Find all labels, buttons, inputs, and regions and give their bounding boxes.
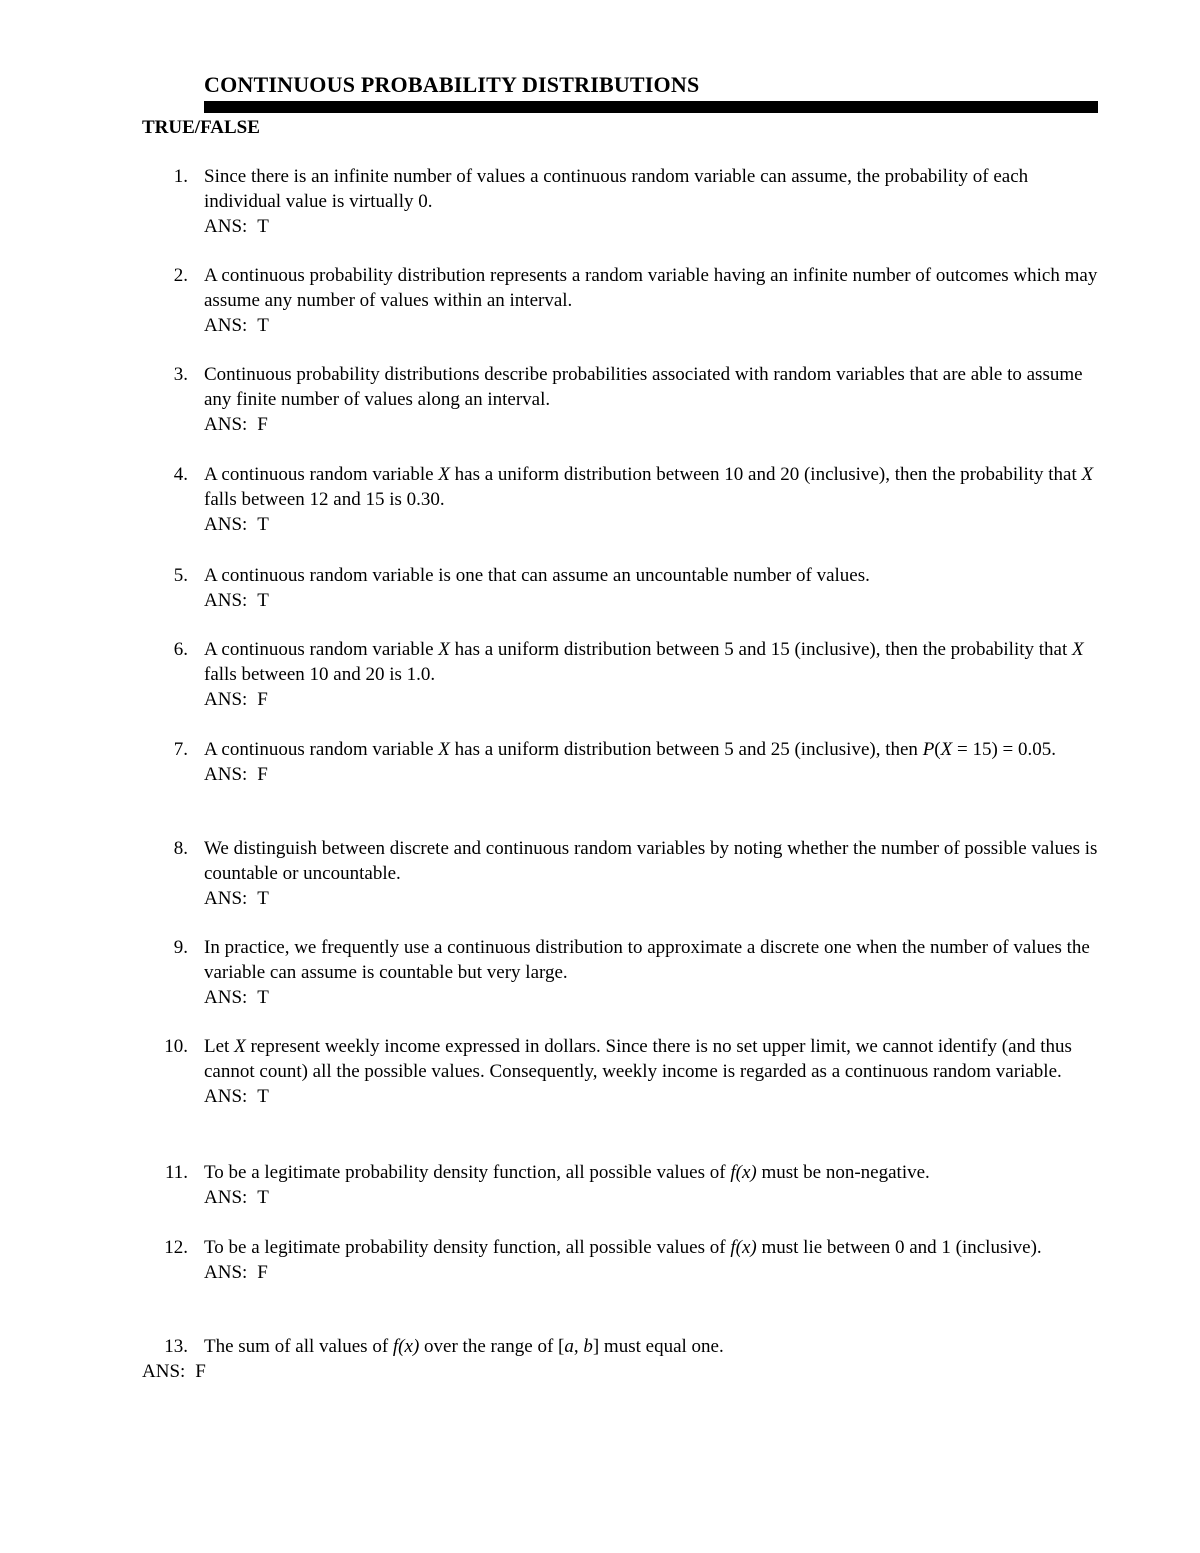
question-number: 12.: [164, 1237, 188, 1258]
question-text: A continuous random variable X has a uniform distribution between 5 and 15 (inclusive), then the probability that X falls between 10 and 20 is 1.0.: [204, 639, 1084, 685]
question-number: 2.: [173, 265, 188, 286]
question-11: [150, 1161, 1100, 1211]
question-number: 11.: [164, 1162, 188, 1183]
answer-value: T: [257, 986, 269, 1008]
question-text: A continuous probability distribution represents a random variable having an infinite number of outcomes which may assume any number of values within an interval.: [204, 265, 1098, 311]
question-text: In practice, we frequently use a continuous distribution to approximate a discrete one when the number of values the variable can assume is countable but very large.: [204, 937, 1090, 983]
ans-label: ANS:: [204, 1186, 248, 1208]
question-6: [150, 638, 1100, 712]
answer-line: [204, 763, 1100, 788]
question-12: [150, 1236, 1100, 1286]
answer-value: T: [257, 1186, 269, 1208]
question-7: [150, 738, 1100, 788]
answer-value: T: [257, 314, 269, 336]
ans-label: ANS:: [204, 589, 248, 611]
variable-x: X: [438, 639, 450, 660]
question-5: [150, 564, 1100, 614]
ans-label: ANS:: [204, 215, 248, 237]
question-1: [150, 165, 1100, 239]
question-number: 9.: [173, 937, 188, 958]
question-number: 8.: [173, 838, 188, 859]
answer-line: [204, 314, 1100, 339]
question-number: 4.: [173, 464, 188, 485]
question-number: 7.: [173, 739, 188, 760]
title-rule: [204, 101, 1098, 113]
variable-x: X: [1081, 464, 1094, 485]
question-number: 10.: [164, 1036, 188, 1057]
ans-label: ANS:: [204, 1085, 248, 1107]
question-number: 5.: [173, 565, 188, 586]
question-13: [142, 1335, 1100, 1385]
page-title: CONTINUOUS PROBABILITY DISTRIBUTIONS: [204, 72, 700, 97]
question-9: [150, 936, 1100, 1010]
function-fx: f(x): [730, 1237, 757, 1258]
answer-line: [204, 1261, 1100, 1286]
answer-value: F: [257, 413, 268, 435]
question-text: Continuous probability distributions describe probabilities associated with random variables that are able to assume any finite number of values along an interval.: [204, 364, 1083, 410]
question-text: We distinguish between discrete and continuous random variables by noting whether the number of possible values is countable or uncountable.: [204, 838, 1098, 884]
variable-x: X: [438, 464, 450, 485]
answer-line: [204, 413, 1100, 438]
probability-p: P: [922, 739, 935, 760]
question-8: [150, 837, 1100, 911]
answer-value: T: [257, 513, 269, 535]
answer-line: [204, 887, 1100, 912]
answer-value: F: [195, 1360, 206, 1382]
answer-line: [204, 688, 1100, 713]
answer-line: [204, 215, 1100, 240]
question-number: 3.: [173, 364, 188, 385]
ans-label: ANS:: [204, 1261, 248, 1283]
ans-label: ANS:: [204, 688, 248, 710]
question-2: [150, 264, 1100, 338]
answer-value: T: [257, 1085, 269, 1107]
answer-line: [204, 589, 1100, 614]
function-fx: f(x): [730, 1162, 757, 1183]
answer-value: F: [257, 688, 268, 710]
answer-value: F: [257, 1261, 268, 1283]
question-number: 13.: [164, 1336, 188, 1357]
answer-value: F: [257, 763, 268, 785]
ans-label: ANS:: [204, 513, 248, 535]
answer-value: T: [257, 887, 269, 909]
variable-x: X: [438, 739, 450, 760]
ans-label: ANS:: [204, 413, 248, 435]
question-text: A continuous random variable X has a uniform distribution between 5 and 25 (inclusive), then P(X = 15) = 0.05.: [204, 739, 1056, 760]
variable-x: X: [1072, 639, 1084, 660]
bound-b: b: [583, 1336, 593, 1357]
ans-label: ANS:: [204, 763, 248, 785]
question-text: The sum of all values of f(x) over the range of [a, b] must equal one.: [204, 1336, 724, 1357]
ans-label: ANS:: [204, 314, 248, 336]
question-10: [150, 1035, 1100, 1109]
answer-line: [142, 1360, 1100, 1385]
answer-line: [204, 986, 1100, 1011]
question-text: A continuous random variable is one that can assume an uncountable number of values.: [204, 565, 870, 586]
variable-x: X: [234, 1036, 246, 1057]
answer-line: [204, 1186, 1100, 1211]
answer-value: T: [257, 215, 269, 237]
question-text: A continuous random variable X has a uniform distribution between 10 and 20 (inclusive), then the probability that X falls between 12 and 15 is 0.30.: [204, 464, 1094, 510]
question-number: 6.: [173, 639, 188, 660]
question-number: 1.: [173, 166, 188, 187]
question-text: Since there is an infinite number of values a continuous random variable can assume, the probability of each individual value is virtually 0.: [204, 166, 1029, 212]
section-heading: TRUE/FALSE: [142, 117, 260, 138]
question-4: [150, 463, 1100, 537]
function-fx: f(x): [392, 1336, 420, 1357]
ans-label: ANS:: [204, 887, 248, 909]
answer-line: [204, 513, 1100, 538]
question-3: [150, 363, 1100, 437]
ans-label: ANS:: [142, 1360, 186, 1382]
answer-value: T: [257, 589, 269, 611]
variable-x: X: [940, 739, 953, 760]
question-text: To be a legitimate probability density function, all possible values of f(x) must lie between 0 and 1 (inclusive).: [204, 1237, 1042, 1258]
answer-line: [204, 1085, 1100, 1110]
ans-label: ANS:: [204, 986, 248, 1008]
question-text: To be a legitimate probability density function, all possible values of f(x) must be non-negative.: [204, 1162, 930, 1183]
bound-a: a: [564, 1336, 574, 1357]
question-text: Let X represent weekly income expressed in dollars. Since there is no set upper limit, we cannot identify (and thus cannot count) all the possible values. Consequently, weekly income is regarded as a continuous random variable.: [204, 1036, 1072, 1082]
